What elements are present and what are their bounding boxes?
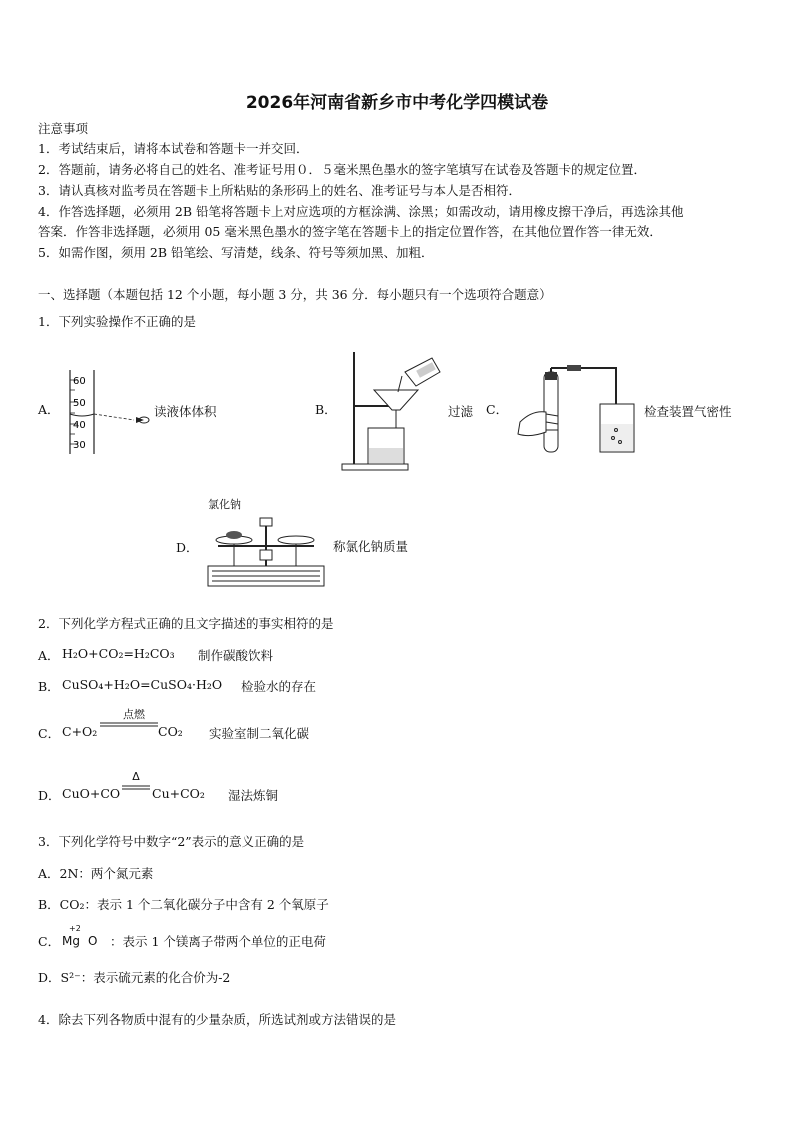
graduated-cylinder-figure (64, 368, 154, 458)
q3-d: D．S²⁻：表示硫元素的化合价为-2 (38, 970, 231, 985)
tick-30: 30 (73, 440, 86, 451)
q2-c-right: CO₂ (158, 724, 183, 739)
q1-b-label: 过滤 (448, 404, 474, 419)
q1-d-label: 称氯化钠质量 (333, 539, 409, 554)
q2-d-right: Cu+CO₂ (152, 786, 205, 801)
q1-b-letter: B． (315, 402, 337, 417)
q2-c-left: C+O₂ (62, 724, 98, 739)
tick-50: 50 (73, 398, 86, 409)
q1-c-label: 检查装置气密性 (644, 404, 732, 419)
q3-b: B．CO₂：表示 1 个二氧化碳分子中含有 2 个氧原子 (38, 897, 329, 912)
q1-a-label: 读液体体积 (154, 404, 217, 419)
q2-b-letter: B． (38, 679, 60, 694)
q3-c-sup: +2 (69, 924, 81, 933)
airtightness-figure (512, 362, 642, 462)
q1-d-tag: 氯化钠 (208, 498, 241, 511)
notice-item-4: 4．作答选择题，必须用 2B 铅笔将答题卡上对应选项的方框涂满、涂黑；如需改动，请用橡皮擦干净后，再选涂其他 (38, 204, 684, 219)
balance-figure (204, 514, 328, 590)
q1-d-letter: D． (176, 540, 199, 555)
page-title: 2026年河南省新乡市中考化学四模试卷 (245, 93, 549, 113)
section-heading: 一、选择题（本题包括 12 个小题，每小题 3 分，共 36 分．每小题只有一个选项符合题意） (38, 287, 552, 302)
q2-d-desc: 湿法炼铜 (228, 788, 279, 803)
q3-c-letter: C． (38, 934, 61, 949)
notice-item-4-cont: 答案．作答非选择题，必须用 05 毫米黑色墨水的签字笔在答题卡上的指定位置作答，在其他位置作答一律无效． (38, 224, 662, 239)
q2-a-desc: 制作碳酸饮料 (198, 648, 274, 663)
q1-a-letter: A． (38, 402, 60, 417)
q2-b-desc: 检验水的存在 (241, 679, 317, 694)
equation-arrow-double-line (122, 785, 152, 791)
q3-c-circle: O (88, 934, 98, 948)
notice-item-5: 5．如需作图，须用 2B 铅笔绘、写清楚，线条、符号等须加黑、加粗． (38, 245, 434, 260)
tick-60: 60 (73, 376, 86, 387)
tick-40: 40 (73, 420, 86, 431)
q1-c-letter: C． (486, 402, 509, 417)
q1-stem: 1．下列实验操作不正确的是 (38, 314, 196, 329)
q2-a-eq: H₂O+CO₂=H₂CO₃ (62, 646, 175, 661)
q3-a: A．2N：两个氮元素 (38, 866, 154, 881)
q2-c-desc: 实验室制二氧化碳 (209, 726, 310, 741)
q2-c-letter: C． (38, 726, 61, 741)
q2-b-eq: CuSO₄+H₂O=CuSO₄·H₂O (62, 677, 223, 692)
q3-stem: 3．下列化学符号中数字“2”表示的意义正确的是 (38, 834, 305, 849)
q3-c-sym: Mg (62, 934, 80, 948)
notice-item-3: 3．请认真核对监考员在答题卡上所粘贴的条形码上的姓名、准考证号与本人是否相符． (38, 183, 521, 198)
notice-heading: 注意事项 (38, 121, 89, 136)
notice-item-2: 2．答题前，请务必将自己的姓名、准考证号用０．５毫米黑色墨水的签字笔填写在试卷及答题卡的规定位置． (38, 162, 646, 177)
q2-d-cond: Δ (132, 770, 140, 783)
q2-a-letter: A． (38, 648, 60, 663)
q2-d-left: CuO+CO (62, 786, 121, 801)
q2-c-cond: 点燃 (123, 708, 145, 721)
q4-stem: 4．除去下列各物质中混有的少量杂质，所选试剂或方法错误的是 (38, 1012, 396, 1027)
q2-stem: 2．下列化学方程式正确的且文字描述的事实相符的是 (38, 616, 334, 631)
notice-item-1: 1．考试结束后，请将本试卷和答题卡一并交回． (38, 141, 309, 156)
filtration-figure (340, 350, 445, 475)
q3-c-text: ：表示 1 个镁离子带两个单位的正电荷 (110, 934, 326, 949)
q2-d-letter: D． (38, 788, 61, 803)
equation-arrow-double-line (100, 722, 160, 728)
